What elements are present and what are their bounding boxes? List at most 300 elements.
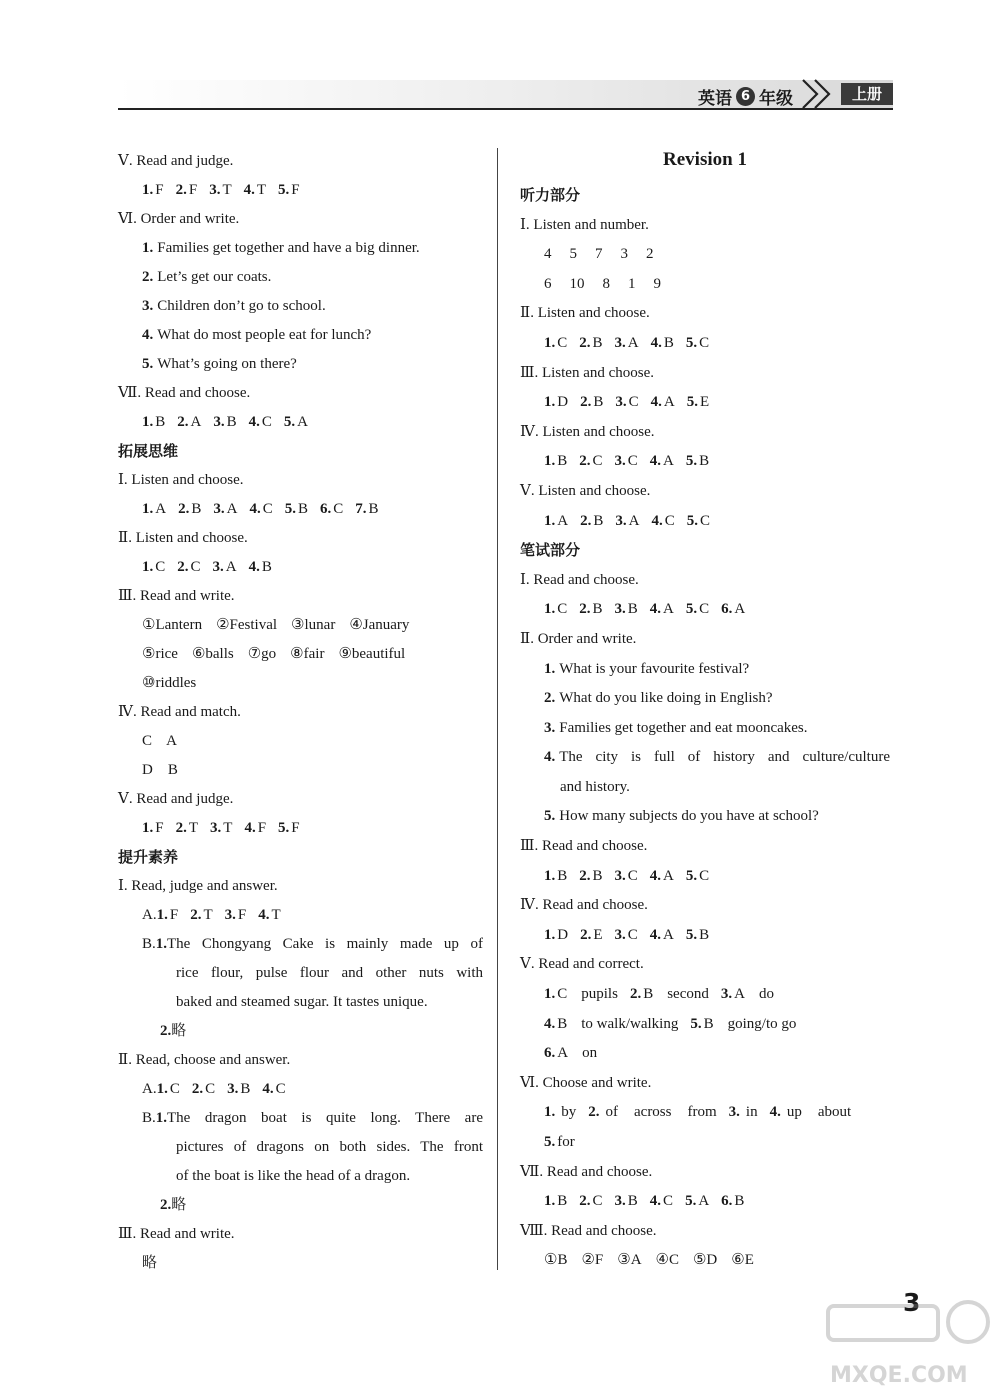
answer-word: second [667, 986, 709, 1003]
answer-number: 2. [178, 501, 190, 517]
answer-row [520, 507, 890, 537]
answer-row [520, 595, 890, 625]
answer-value: C [261, 414, 272, 430]
answer-value: B [627, 601, 638, 618]
section-heading: Ⅶ. Read and choose. [520, 1163, 653, 1180]
answer-item [651, 329, 674, 359]
answer-word: in [745, 1104, 758, 1121]
answer-value: A [297, 414, 308, 430]
answer-number: 2. [579, 867, 591, 884]
answer-value: C [592, 453, 603, 470]
answer-item [615, 862, 638, 892]
answer-value: B [155, 414, 166, 430]
answer-number: 2. [177, 414, 189, 430]
answer-number: 1. [544, 986, 556, 1003]
answer-row [520, 1039, 890, 1069]
item-text: Children don’t go to school. [157, 298, 326, 314]
answer-item [686, 595, 709, 625]
number-value: 4 [544, 246, 552, 263]
answer-row [520, 862, 890, 892]
answer-item [544, 862, 567, 892]
answer-number: 2. [579, 601, 591, 618]
part-label: A. [142, 1081, 157, 1097]
answer-number: 1. [142, 182, 154, 198]
answer-row [118, 640, 483, 669]
answer-number: 4. [244, 820, 256, 836]
answer-row [118, 408, 483, 437]
answer-number: 5. [685, 1193, 697, 1210]
page-number: 3 [903, 1288, 921, 1317]
answer-value: E [593, 926, 603, 943]
item-number: 1. [155, 1110, 168, 1126]
answer-number: 2. [588, 1104, 600, 1121]
answer-number: 2. [190, 907, 202, 923]
answer-item [687, 507, 710, 537]
answer-value: B [699, 453, 710, 470]
answer-item [355, 495, 378, 524]
answer-row [520, 1128, 890, 1158]
answer-value: A [225, 559, 237, 575]
answer-value: B [643, 986, 654, 1003]
answer-number: 2. [579, 334, 591, 351]
answer-value: F [155, 820, 164, 836]
section-heading: Ⅱ. Listen and choose. [520, 305, 650, 322]
answer-number: 5. [278, 182, 290, 198]
answer-item [192, 1075, 215, 1104]
section-heading: Ⅱ. Listen and choose. [118, 530, 248, 546]
answer-value: F [257, 820, 267, 836]
answer-item [650, 447, 674, 477]
item-number: 2. [142, 269, 154, 285]
answer-row [118, 1075, 483, 1104]
answer-item [579, 595, 602, 625]
item-text: How many subjects do you have at school? [559, 808, 819, 825]
answer-value: B [191, 501, 202, 517]
answer-value: B [592, 334, 603, 351]
part-label: B. [142, 1110, 156, 1126]
answer-row [118, 814, 483, 843]
item-text: Families get together and eat mooncakes. [559, 719, 808, 736]
answer-item [650, 921, 674, 951]
item-number: 3. [142, 298, 154, 314]
answer-number: 1. [544, 1193, 556, 1210]
answer-item [544, 1128, 575, 1158]
answer-paragraph-line: of the boat is like the head of a dragon. [176, 1168, 411, 1184]
section-heading: Ⅵ. Order and write. [118, 211, 240, 227]
answer-item [178, 495, 201, 524]
answer-item [686, 862, 709, 892]
answer-item [615, 507, 639, 537]
answer-value: B [734, 1193, 745, 1210]
answer-row [520, 1098, 890, 1128]
paragraph-text: The dragon boat is quite long. There are [167, 1110, 483, 1126]
answer-value: C [557, 601, 568, 618]
answer-number: 4. [650, 334, 662, 351]
answer-item [686, 921, 709, 951]
answer-item [579, 1187, 602, 1217]
answer-number: 1. [544, 601, 556, 618]
item-number: 3. [544, 719, 556, 736]
answer-number: 2. [177, 559, 189, 575]
section-heading: Ⅲ. Read and write. [118, 588, 235, 604]
answer-word: up [786, 1104, 802, 1121]
answer-value: A [663, 453, 674, 470]
section-heading: Ⅰ. Read, judge and answer. [118, 878, 278, 894]
option-word: ⑤D [692, 1252, 718, 1269]
answer-value: F [188, 182, 198, 198]
answer-item [225, 901, 247, 930]
answer-number: 1. [142, 559, 154, 575]
answer-item [630, 980, 709, 1010]
answer-number: 3. [614, 926, 626, 943]
answer-number: 3. [212, 559, 224, 575]
answer-value: B [368, 501, 379, 517]
item-number: 2. [544, 690, 556, 707]
answer-number: 3. [209, 182, 221, 198]
answer-number: 4. [248, 559, 260, 575]
answer-item [650, 1187, 673, 1217]
answer-item [244, 814, 266, 843]
answer-sentence [118, 263, 483, 292]
double-chevron-icon [801, 78, 837, 110]
option-word: ③lunar [291, 617, 336, 633]
item-text: What do you like doing in English? [559, 690, 773, 707]
answer-number: 1. [544, 512, 556, 529]
answer-sentence [118, 321, 483, 350]
answer-value: B [593, 512, 604, 529]
answer-value: for [557, 1134, 575, 1150]
answer-value: C [699, 334, 710, 351]
number-value: 9 [653, 275, 661, 292]
section-title: 拓展思维 [118, 442, 179, 460]
answer-row [520, 980, 890, 1010]
answer-item [580, 921, 602, 951]
item-text: What is your favourite festival? [559, 660, 750, 677]
answer-number: 2. [175, 820, 187, 836]
answer-item [190, 901, 212, 930]
answer-item [686, 329, 709, 359]
answer-item [544, 980, 618, 1010]
answer-value: B [592, 601, 603, 618]
answer-item [544, 1098, 576, 1128]
option-word: ③A [617, 1252, 642, 1269]
left-column [118, 147, 483, 1278]
answer-value: B [261, 559, 272, 575]
answer-item [580, 507, 603, 537]
answer-paragraph-line: rice flour, pulse flour and other nuts with [176, 965, 483, 981]
answer-value: B [627, 1193, 638, 1210]
answer-value: C [627, 926, 638, 943]
answer-row: D B [142, 762, 178, 778]
answer-number: 6. [544, 1045, 556, 1062]
answer-item [544, 1039, 597, 1069]
item-number: 2. [160, 1197, 172, 1213]
item-text: Let’s get our coats. [157, 269, 272, 285]
number-value: 7 [595, 246, 603, 263]
answer-number: 5. [690, 1015, 702, 1032]
answer-value: C [557, 986, 568, 1003]
answer-number: 1. [544, 334, 556, 351]
answer-word: pupils [581, 986, 618, 1003]
answer-number: 4. [769, 1104, 781, 1121]
answer-item [615, 921, 638, 951]
answer-item [721, 980, 774, 1010]
answer-value: D [557, 926, 569, 943]
option-word: ⑨beautiful [338, 646, 406, 662]
answer-number: 1. [544, 1104, 556, 1121]
answer-number: 3. [210, 820, 222, 836]
volume-label: 上册 [841, 83, 893, 105]
answer-row [118, 176, 483, 205]
section-heading: Ⅲ. Read and choose. [520, 838, 648, 855]
option-word: ④C [655, 1252, 679, 1269]
answer-value: B [557, 453, 568, 470]
answer-row [520, 921, 890, 951]
answer-item [685, 1187, 709, 1217]
number-value: 1 [628, 275, 636, 292]
answer-item [210, 814, 232, 843]
answer-item [157, 901, 179, 930]
answer-item [176, 814, 198, 843]
answer-number: 1. [142, 501, 154, 517]
answer-number: 5. [685, 926, 698, 943]
answer-number: 4. [262, 1081, 274, 1097]
answer-number: 5. [685, 867, 698, 884]
answer-word: by [561, 1104, 577, 1121]
answer-row [118, 495, 483, 524]
answer-number: 4. [649, 1193, 662, 1210]
answer-value: B [592, 867, 603, 884]
answer-item [142, 495, 166, 524]
answer-row [118, 1017, 483, 1046]
answer-row [520, 1010, 890, 1040]
section-heading: Ⅰ. Listen and choose. [118, 472, 244, 488]
answer-item [278, 814, 300, 843]
answer-item [142, 408, 165, 437]
answer-row [520, 388, 890, 418]
option-word: ⑩riddles [142, 675, 197, 691]
section-heading: Ⅰ. Read and choose. [520, 571, 639, 588]
answer-item [687, 388, 709, 418]
answer-item [258, 901, 280, 930]
answer-item [579, 447, 602, 477]
answer-number: 4. [651, 512, 663, 529]
answer-row [118, 553, 483, 582]
answer-item [544, 388, 568, 418]
answer-number: 2. [629, 986, 642, 1003]
book-title [698, 84, 793, 109]
answer-value: B [557, 1015, 568, 1032]
answer-number: 2. [580, 926, 592, 943]
answer-item [209, 176, 231, 205]
answer-word: from [687, 1104, 717, 1121]
answer-item [177, 553, 200, 582]
answer-item [278, 176, 300, 205]
answer-number: 1. [156, 907, 168, 923]
answer-value: A [557, 1045, 569, 1062]
answer-value: C [592, 1193, 603, 1210]
answer-number: 4. [649, 867, 662, 884]
answer-number: 5. [284, 501, 296, 517]
option-word: ⑥E [731, 1252, 754, 1269]
number-value: 5 [569, 246, 577, 263]
answer-value: T [271, 907, 281, 923]
answer-number: 5. [278, 820, 290, 836]
section-heading: Ⅱ. Order and write. [520, 630, 637, 647]
answer-sentence [118, 350, 483, 379]
answer-number: 3. [614, 334, 626, 351]
option-word: ①B [544, 1252, 568, 1269]
answer-number: 2. [175, 182, 187, 198]
answer-number: 2. [580, 512, 592, 529]
answer-number: 1. [142, 820, 154, 836]
answer-value: A [663, 394, 675, 411]
grade-badge: 6 [736, 87, 755, 106]
answer-number: 2. [579, 1193, 591, 1210]
paragraph-text: The Chongyang Cake is mainly made up of [167, 936, 483, 952]
answer-value: C [699, 601, 710, 618]
option-word: ⑧fair [290, 646, 325, 662]
answer-number: 3. [224, 907, 236, 923]
answer-value: B [703, 1015, 714, 1032]
item-number: 1. [142, 240, 154, 256]
answer-number: 6. [721, 601, 733, 618]
answer-item [142, 176, 164, 205]
answer-number: 1. [544, 926, 556, 943]
answer-sentence [118, 234, 483, 263]
part-label: B. [142, 936, 156, 952]
answer-item [544, 507, 568, 537]
answer-number: 4. [649, 926, 662, 943]
answer-number: 3. [728, 1104, 740, 1121]
answer-item [770, 1098, 852, 1128]
answer-paragraph-line [118, 930, 483, 959]
answer-item [544, 921, 568, 951]
answer-value: B [240, 1081, 251, 1097]
answer-value: F [155, 182, 164, 198]
answer-item [615, 329, 639, 359]
answer-row: C A [142, 733, 178, 749]
answer-value: A [155, 501, 167, 517]
answer-value: A [190, 414, 202, 430]
answer-item [544, 447, 567, 477]
answer-item [580, 388, 603, 418]
answer-value: C [275, 1081, 286, 1097]
item-number: 1. [544, 660, 556, 677]
answer-value: T [223, 820, 233, 836]
section-title: 笔试部分 [520, 541, 581, 560]
section-heading: Ⅶ. Read and choose. [118, 385, 251, 401]
option-word: ①Lantern [142, 617, 203, 633]
answer-value: T [256, 182, 267, 198]
item-number: 2. [160, 1023, 172, 1039]
answer-row [118, 611, 483, 640]
answer-sentence [118, 292, 483, 321]
section-heading: Ⅴ. Read and judge. [118, 153, 234, 169]
answer-number: 1. [544, 867, 556, 884]
answer-item [249, 495, 272, 524]
answer-number: 3. [615, 512, 627, 529]
answer-item [579, 862, 602, 892]
answer-number: 3. [615, 394, 627, 411]
section-heading: Ⅷ. Read and choose. [520, 1222, 657, 1239]
answer-item [650, 862, 674, 892]
answer-number: 5. [685, 453, 698, 470]
answer-value: C [627, 453, 638, 470]
watermark-text: MXQE.COM [830, 1363, 968, 1388]
answer-number: 3. [614, 453, 626, 470]
answer-value: A [734, 601, 746, 618]
answer-number: 1. [544, 453, 556, 470]
option-word: ②Festival [216, 617, 278, 633]
answer-word: on [582, 1045, 598, 1062]
answer-value: T [222, 182, 232, 198]
answer-row [118, 1191, 483, 1220]
answer-number: 4. [649, 453, 662, 470]
answer-item [249, 553, 272, 582]
option-word: ②F [581, 1252, 604, 1269]
answer-row [118, 901, 483, 930]
item-number: 1. [155, 936, 168, 952]
answer-number: 3. [720, 986, 733, 1003]
revision-title: Revision 1 [663, 149, 747, 170]
option-word: ⑤rice [142, 646, 178, 662]
answer-item [142, 553, 165, 582]
answer-item [177, 408, 201, 437]
answer-number: 4. [243, 182, 255, 198]
answer-value: C [627, 867, 638, 884]
section-heading: Ⅰ. Listen and number. [520, 216, 649, 233]
answer-sentence [520, 684, 890, 714]
answer-row [520, 1187, 890, 1217]
answer-value: F [237, 907, 247, 923]
answer-number: 5. [685, 601, 698, 618]
answer-value: A [663, 601, 674, 618]
answer-item [227, 1075, 250, 1104]
answer-value: F [291, 182, 300, 198]
answer-value: C [169, 1081, 180, 1097]
answer-value: A [663, 926, 674, 943]
answer-number: 7. [355, 501, 367, 517]
answer-number: 4. [649, 601, 662, 618]
answer-number: 4. [248, 414, 260, 430]
answer-sentence [520, 655, 890, 685]
option-word: ⑥balls [191, 646, 234, 662]
answer-row [520, 1246, 890, 1276]
answer-value: C [155, 559, 166, 575]
answer-word: about [817, 1104, 852, 1121]
answer-value: F [169, 907, 179, 923]
answer-number: 3. [614, 867, 626, 884]
answer-value: A [698, 1193, 710, 1210]
answer-value: C [190, 559, 201, 575]
section-title: 提升素养 [118, 848, 179, 866]
answer-number: 6. [721, 1193, 733, 1210]
answer-item [544, 1010, 678, 1040]
answer-item [213, 553, 237, 582]
section-heading: Ⅳ. Read and choose. [520, 897, 648, 914]
answer-value: E [699, 394, 710, 411]
answer-word: across [634, 1104, 672, 1121]
answer-number: 3. [227, 1081, 239, 1097]
section-heading: Ⅱ. Read, choose and answer. [118, 1052, 291, 1068]
answer-number: 3. [213, 501, 225, 517]
answer-item [320, 495, 343, 524]
answer-item [579, 329, 602, 359]
item-text: The city is full of history and culture/culture [559, 749, 890, 766]
answer-item [615, 1187, 638, 1217]
answer-value: C [333, 501, 344, 517]
